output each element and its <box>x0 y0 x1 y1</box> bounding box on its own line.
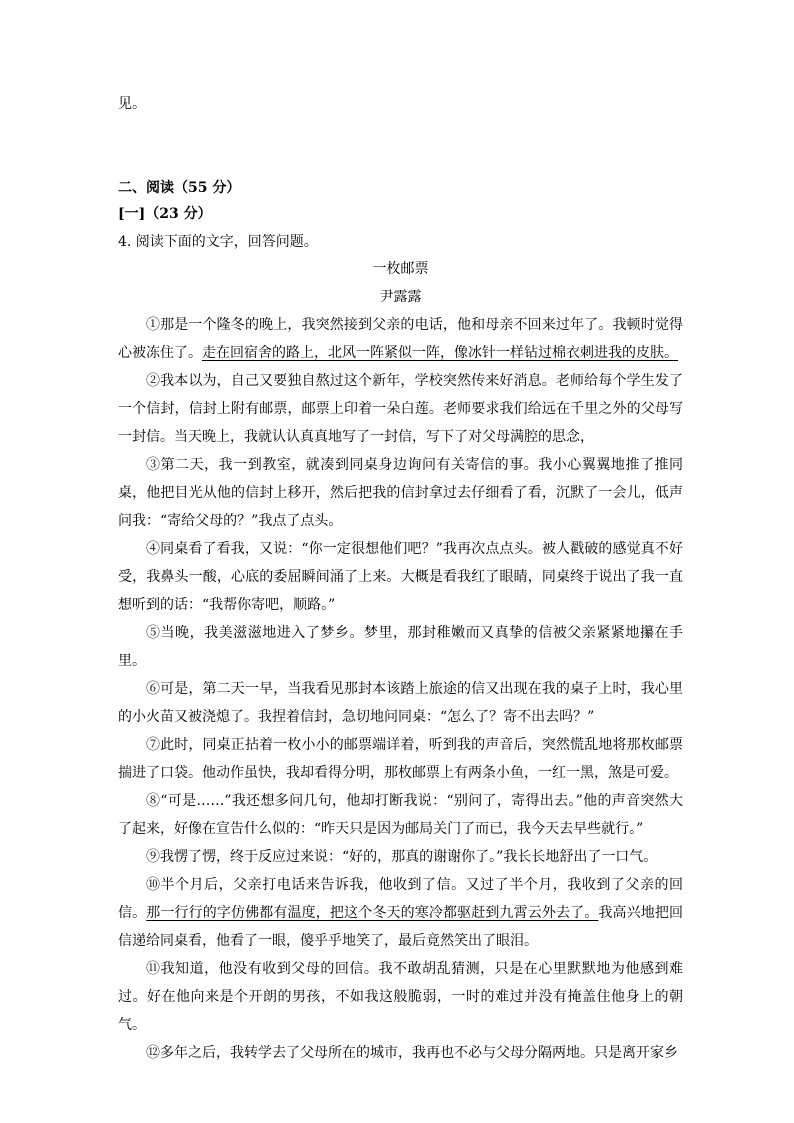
paragraph-11: ⑪我知道，他没有收到父母的回信。我不敢胡乱猜测，只是在心里默默地为他感到难过。好在他向来是个开朗的男孩，不如我这般脆弱，一时的难过并没有掩盖住他身上的朝气。 <box>118 961 683 1033</box>
paragraph-7: ⑦此时，同桌正拈着一枚小小的邮票端详着，听到我的声音后，突然慌乱地将那枚邮票揣进了口袋。他动作虽快，我却看得分明，那枚邮票上有两条小鱼，一红一黑，煞是可爱。 <box>118 737 683 781</box>
paragraph-10: ⑩半个月后，父亲打电话来告诉我，他收到了信。又过了半个月，我收到了父亲的回信。那一行行的字仿佛都有温度，把这个冬天的寒冷都驱赶到九霄云外去了。我高兴地把回信递给同桌看，他看了一眼，傻乎乎地笑了，最后竟然笑出了眼泪。 <box>118 877 684 949</box>
underlined-sentence: 走在回宿舍的路上，北风一阵紧似一阵，像冰针一样钻过棉衣刺进我的皮肤。 <box>202 345 678 361</box>
question-prompt: 4. 阅读下面的文字，回答问题。 <box>118 234 318 250</box>
paragraph-4: ④同桌看了看我，又说：“你一定很想他们吧？”我再次点点头。被人戳破的感觉真不好受，我鼻头一酸，心底的委屈瞬间涌了上来。大概是看我红了眼睛，同桌终于说出了我一直想听到的话：“我帮你寄吧，顺路。” <box>118 541 683 613</box>
paragraph-5: ⑤当晚，我美滋滋地进入了梦乡。梦里，那封稚嫩而又真挚的信被父亲紧紧地攥在手里。 <box>118 625 683 669</box>
continued-text-fragment: 见。 <box>118 96 146 112</box>
article-author: 尹露露 <box>379 289 422 305</box>
paragraph-6: ⑥可是，第二天一早，当我看见那封本该踏上旅途的信又出现在我的桌子上时，我心里的小火苗又被浇熄了。我捏着信封，急切地问同桌：“怎么了？寄不出去吗？” <box>118 681 683 725</box>
paragraph-9: ⑨我愣了愣，终于反应过来说：“好的，那真的谢谢你了。”我长长地舒出了一口气。 <box>146 849 658 865</box>
section-heading: 二、阅读（55 分） <box>118 180 241 196</box>
underlined-sentence: 那一行行的字仿佛都有温度，把这个冬天的寒冷都驱赶到九霄云外去了。 <box>146 905 599 921</box>
paragraph-1: ①那是一个隆冬的晚上，我突然接到父亲的电话，他和母亲不回来过年了。我顿时觉得心被冻住了。走在回宿舍的路上，北风一阵紧似一阵，像冰针一样钻过棉衣刺进我的皮肤。 <box>118 317 683 361</box>
paragraph-8: ⑧“可是……”我还想多问几句，他却打断我说：“别问了，寄得出去。”他的声音突然大了起来，好像在宣告什么似的：“昨天只是因为邮局关门了而已，我今天去早些就行。” <box>118 793 683 837</box>
paragraph-3: ③第二天，我一到教室，就凑到同桌身边询问有关寄信的事。我小心翼翼地推了推同桌，他把目光从他的信封上移开，然后把我的信封拿过去仔细看了看，沉默了一会儿，低声问我：“寄给父母的？”我点了点头。 <box>118 457 683 529</box>
paragraph-12: ⑫多年之后，我转学去了父母所在的城市，我再也不必与父母分隔两地。只是离开家乡 <box>146 1045 678 1061</box>
sub-heading: [一]（23 分） <box>118 206 212 222</box>
paragraph-2: ②我本以为，自己又要独自熬过这个新年，学校突然传来好消息。老师给每个学生发了一个信封，信封上附有邮票，邮票上印着一朵白莲。老师要求我们给远在千里之外的父母写一封信。当天晚上，我就认认真真地写了一封信，写下了对父母满腔的思念， <box>118 373 683 445</box>
article-body <box>118 311 683 1067</box>
article-title: 一枚邮票 <box>372 261 429 277</box>
